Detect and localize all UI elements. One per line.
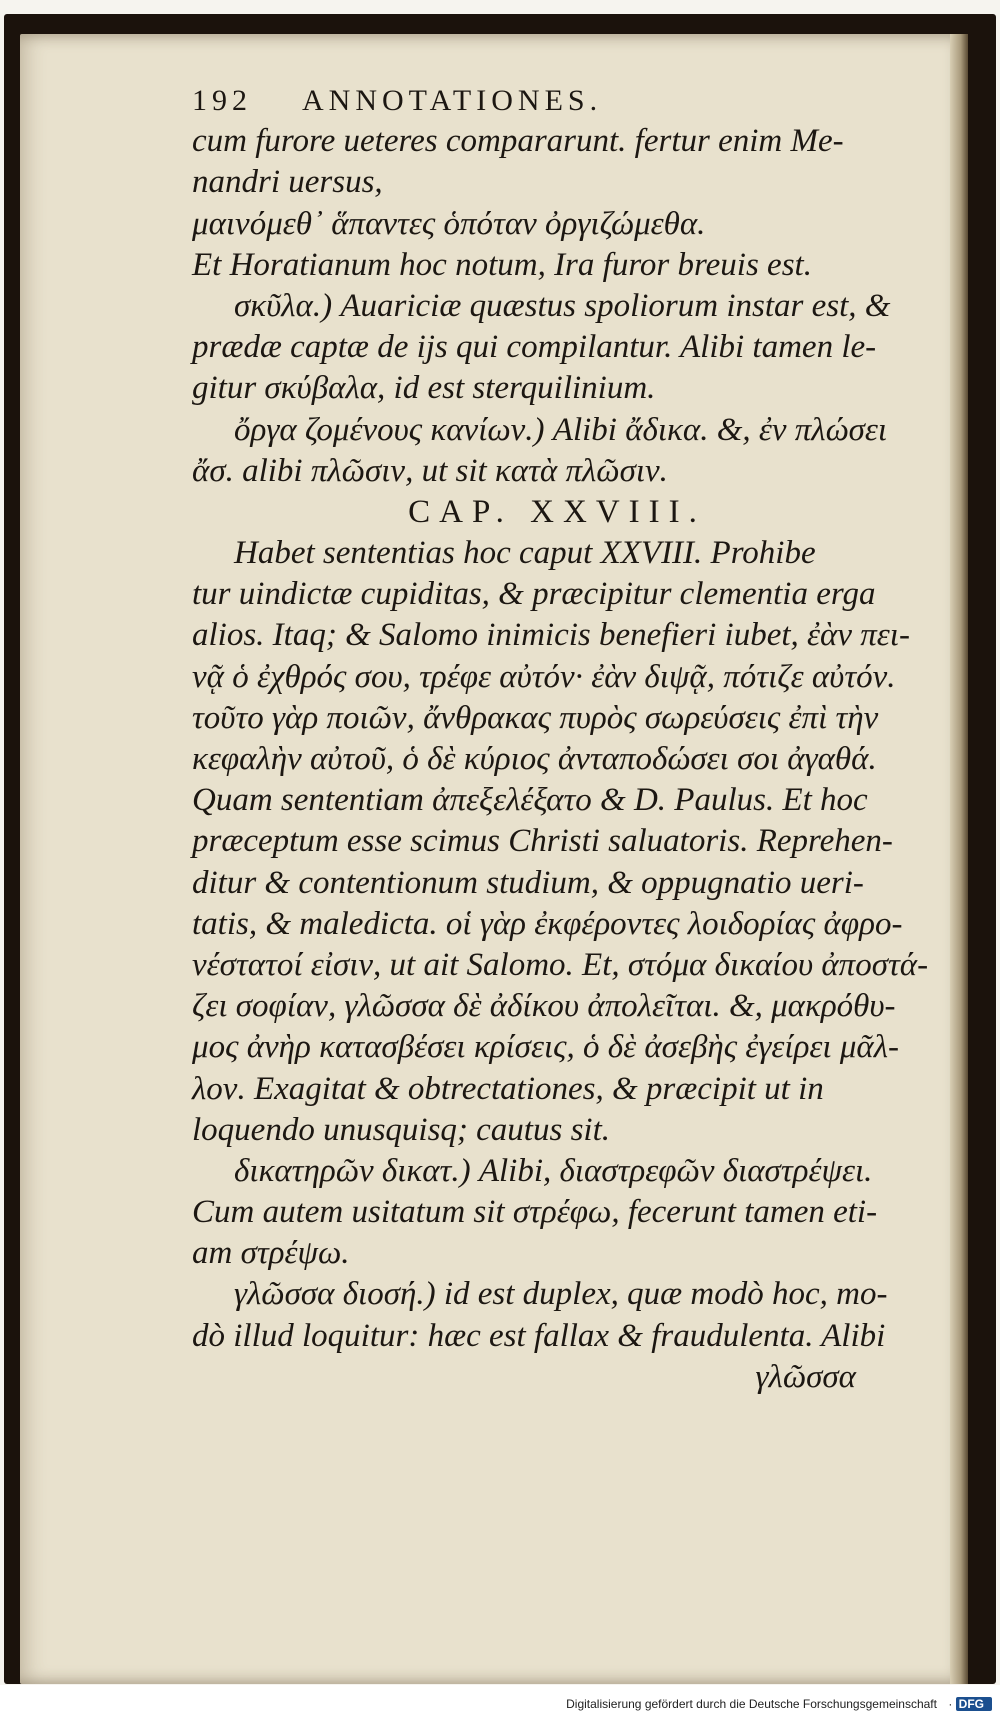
page-edge [950,34,968,1684]
greek-line: μος ἀνὴρ κατασβέσει κρίσεις, ὁ δὲ ἀσεβὴς ἐγείρει μᾶλ- [192,1029,900,1066]
text-line: alios. Itaq; & Salomo inimicis benefieri iubet, ἐὰν πει- [192,617,910,654]
chapter-heading: CAP. XXVIII. [408,493,706,530]
lemma-line: σκῦλα.) Auariciæ quæstus spoliorum instar est, & [234,287,891,324]
text-line: gitur σκύβαλα, id est sterquilinium. [192,370,656,407]
footer-text: Digitalisierung gefördert durch die Deutsche Forschungsgemeinschaft [566,1697,937,1711]
greek-line: νέστατοί εἰσιν, ut ait Salomo. Et, στόμα δικαίου ἀποστά- [192,946,929,983]
catchword: γλῶσσα [755,1358,856,1395]
page-number: 192 [192,84,252,117]
dfg-logo: DFG [956,1697,992,1711]
greek-line: κεφαλὴν αὐτοῦ, ὁ δὲ κύριος ἀνταποδώσει σοι ἀγαθά. [192,741,877,777]
greek-line: τοῦτο γὰρ ποιῶν, ἄνθρακας πυρὸς σωρεύσεις ἐπὶ τὴν [192,699,879,736]
text-line: am στρέψω. [192,1235,350,1272]
text-line: præceptum esse scimus Christi saluatoris. Reprehen- [192,823,893,860]
lemma-line: γλῶσσα διοσή.) id est duplex, quæ modò hoc, mo- [234,1276,888,1313]
text-line: ditur & contentionum studium, & oppugnatio ueri- [192,864,864,901]
text-line: ἄσ. alibi πλῶσιν, ut sit κατὰ πλῶσιν. [192,452,668,489]
text-line: Et Horatianum hoc notum, Ira furor breuis est. [192,246,812,283]
text-line: cum furore ueteres compararunt. fertur enim Me- [192,123,844,160]
text-line: λον. Exagitat & obtrectationes, & præcipit ut in [192,1070,824,1107]
lemma-line: δικατηρῶν δικατ.) Alibi, διαστρεφῶν διαστρέψει. [234,1152,873,1189]
text-line: Cum autem usitatum sit στρέφω, fecerunt tamen eti- [192,1194,878,1231]
text-line: tatis, & maledicta. οἱ γὰρ ἐκφέροντες λοιδορίας ἀφρο- [192,905,903,942]
footer-credit: Digitalisierung gefördert durch die Deutsche Forschungsgemeinschaft · DFG [0,1685,1000,1709]
greek-line: μαινόμεθ᾽ ἅπαντες ὁπόταν ὀργιζώμεθα. [192,205,706,242]
page-text [192,80,929,1398]
greek-line: ζει σοφίαν, γλῶσσα δὲ ἀδίκου ἀπολεῖται. &, μακρόθυ- [192,988,896,1025]
greek-line: νᾷ ὁ ἐχθρός σου, τρέφε αὐτόν· ἐὰν διψᾷ, πότιζε αὐτόν. [192,658,896,695]
running-head-title: ANNOTATIONES. [302,84,603,117]
text-line: tur uindictæ cupiditas, & præcipitur clementia erga [192,576,876,613]
text-line: Habet sententias hoc caput XXVIII. Prohibe [234,535,816,572]
running-head [192,80,882,121]
text-line: prædæ captæ de ijs qui compilantur. Alibi tamen le- [192,329,877,366]
text-line: Quam sententiam ἀπεξελέξατο & D. Paulus. Et hoc [192,782,868,819]
text-line: loquendo unusquisq; cautus sit. [192,1111,610,1148]
text-line: dò illud loquitur: hæc est fallax & fraudulenta. Alibi [192,1317,886,1354]
text-line: nandri uersus, [192,164,383,201]
lemma-line: ὄργα ζομένους κανίων.) Alibi ἄδικα. &, ἐν πλώσει [234,411,888,448]
